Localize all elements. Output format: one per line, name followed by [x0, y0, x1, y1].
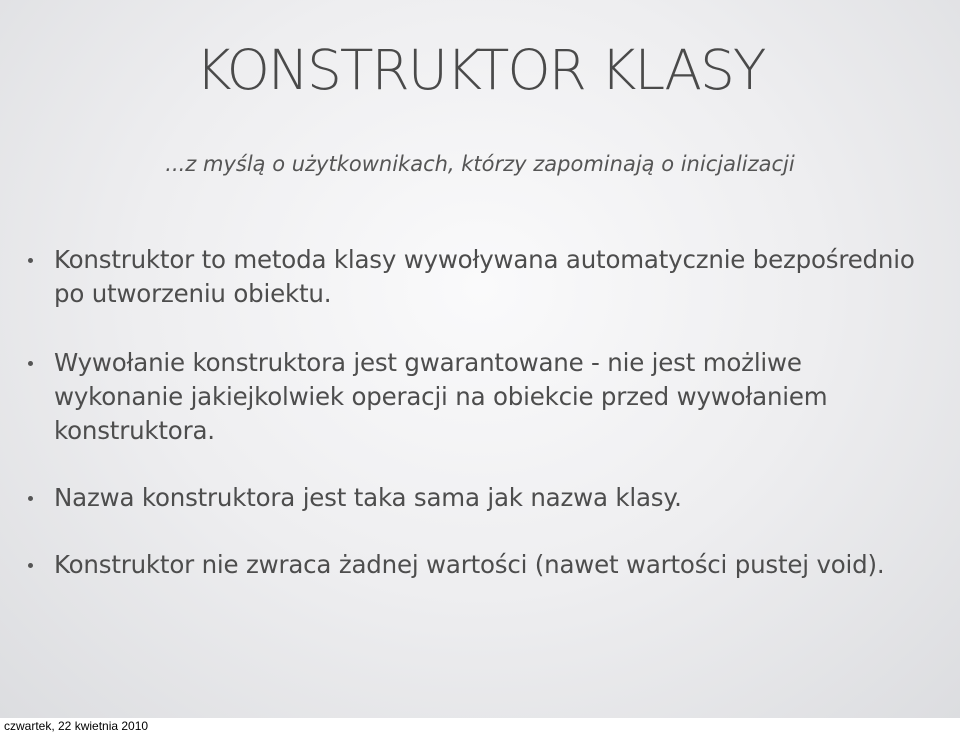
- bullet-dot-icon: [28, 563, 33, 568]
- bullet-text: Wywołanie konstruktora jest gwarantowane - nie jest możliwe wykonanie jakiejkolwiek operacji na obiekcie przed wywołaniem konstruktora.: [54, 348, 828, 445]
- bullet-item: [28, 346, 938, 448]
- footer-date: czwartek, 22 kwietnia 2010: [4, 719, 149, 733]
- footer-bar: [0, 718, 960, 734]
- bullet-dot-icon: [28, 258, 33, 263]
- bullet-text: Konstruktor nie zwraca żadnej wartości (nawet wartości pustej void).: [54, 550, 885, 579]
- bullet-text: Konstruktor to metoda klasy wywoływana automatycznie bezpośrednio po utworzeniu obiektu.: [54, 245, 915, 308]
- bullet-item: [28, 481, 938, 515]
- bullet-dot-icon: [28, 361, 33, 366]
- bullet-dot-icon: [28, 496, 33, 501]
- bullet-item: [28, 548, 938, 582]
- bullet-text: Nazwa konstruktora jest taka sama jak nazwa klasy.: [54, 483, 682, 512]
- bullet-item: [28, 243, 938, 311]
- slide-title: KONSTRUKTOR KLASY: [195, 38, 765, 102]
- slide-subtitle: ...z myślą o użytkownikach, którzy zapominają o inicjalizacji: [165, 152, 795, 176]
- bullet-list: [28, 243, 938, 582]
